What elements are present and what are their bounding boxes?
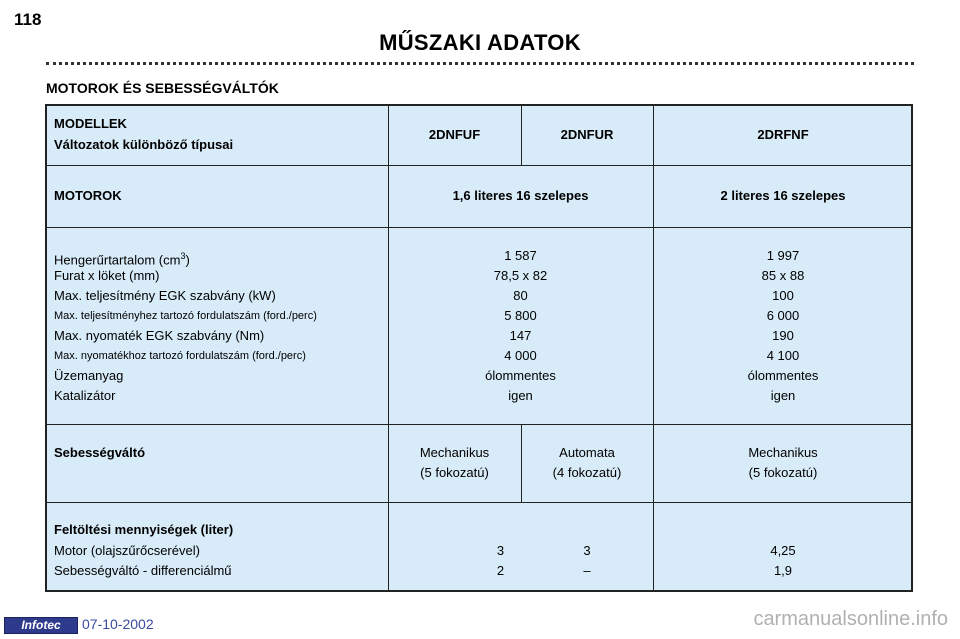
e1-torque: 147	[509, 328, 532, 343]
gearbox-col2-type: Automata	[559, 445, 615, 460]
cap-col1-gearbox: 2	[496, 563, 505, 578]
e2-torque-rpm: 4 100	[766, 348, 800, 363]
cap-col3-motor: 4,25	[770, 543, 796, 558]
capacities-label: Feltöltési mennyiségek (liter)	[54, 522, 234, 537]
cap-col2-motor: 3	[583, 543, 591, 558]
gearbox-col1-type: Mechanikus	[419, 445, 490, 460]
e1-displacement: 1 587	[504, 248, 537, 263]
e2-fuel: ólommentes	[747, 368, 819, 383]
e2-bore-stroke: 85 x 88	[761, 268, 805, 283]
gearbox-label: Sebességváltó	[54, 445, 146, 460]
gearbox-col2-gears: (4 fokozatú)	[552, 465, 622, 480]
e2-displacement: 1 997	[766, 248, 800, 263]
engine-1-6: 1,6 literes 16 szelepes	[452, 188, 589, 203]
e2-power: 100	[772, 288, 794, 303]
spec-table	[45, 104, 913, 592]
page-number: 118	[14, 10, 42, 29]
variant-2dnfur: 2DNFUR	[560, 127, 614, 142]
e2-power-rpm: 6 000	[766, 308, 800, 323]
row-divider	[47, 424, 911, 425]
section-subtitle: MOTOROK ÉS SEBESSÉGVÁLTÓK	[46, 80, 279, 96]
catalyst-label: Katalizátor	[54, 388, 116, 403]
bore-stroke-label: Furat x löket (mm)	[54, 268, 160, 283]
cap-col1-motor: 3	[496, 543, 505, 558]
row-divider	[47, 502, 911, 503]
torque-rpm-label: Max. nyomatékhoz tartozó fordulatszám (ford./perc)	[54, 350, 306, 362]
motor-oil-label: Motor (olajszűrőcserével)	[54, 543, 200, 558]
row-divider	[47, 227, 911, 228]
e1-torque-rpm: 4 000	[504, 348, 537, 363]
e1-power: 80	[513, 288, 528, 303]
power-rpm-label: Max. teljesítményhez tartozó fordulatszám (ford./perc)	[54, 310, 317, 322]
gearbox-col3-type: Mechanikus	[748, 445, 818, 460]
fuel-label: Üzemanyag	[54, 368, 124, 383]
footer-date: 07-10-2002	[82, 616, 154, 632]
e1-power-rpm: 5 800	[504, 308, 537, 323]
power-label: Max. teljesítmény EGK szabvány (kW)	[54, 288, 276, 303]
variants-label: Változatok különböző típusai	[54, 137, 234, 152]
e2-catalyst: igen	[770, 388, 796, 403]
infotec-logo: Infotec	[4, 617, 78, 634]
gearbox-oil-label: Sebességváltó - differenciálmű	[54, 563, 232, 578]
e1-catalyst: igen	[508, 388, 533, 403]
watermark-text: carmanualsonline.info	[753, 608, 948, 630]
cap-col3-gearbox: 1,9	[773, 563, 793, 578]
page-title: MŰSZAKI ADATOK	[379, 30, 581, 55]
dotted-divider	[46, 62, 914, 65]
e2-torque: 190	[772, 328, 794, 343]
gearbox-col1-gears: (5 fokozatú)	[420, 465, 489, 480]
e1-fuel: ólommentes	[485, 368, 556, 383]
engines-label: MOTOROK	[54, 188, 122, 203]
models-label: MODELLEK	[54, 116, 127, 131]
displacement-label: Hengerűrtartalom $(cm^3)$	[54, 251, 190, 268]
variant-2dnfuf: 2DNFUF	[428, 127, 481, 142]
engine-2-0: 2 literes 16 szelepes	[720, 188, 846, 203]
torque-label: Max. nyomaték EGK szabvány (Nm)	[54, 328, 265, 343]
row-divider	[47, 165, 911, 166]
cap-col2-gearbox: –	[583, 563, 591, 578]
gearbox-col3-gears: (5 fokozatú)	[748, 465, 818, 480]
e1-bore-stroke: 78,5 x 82	[493, 268, 548, 283]
variant-2drfnf: 2DRFNF	[757, 127, 809, 142]
